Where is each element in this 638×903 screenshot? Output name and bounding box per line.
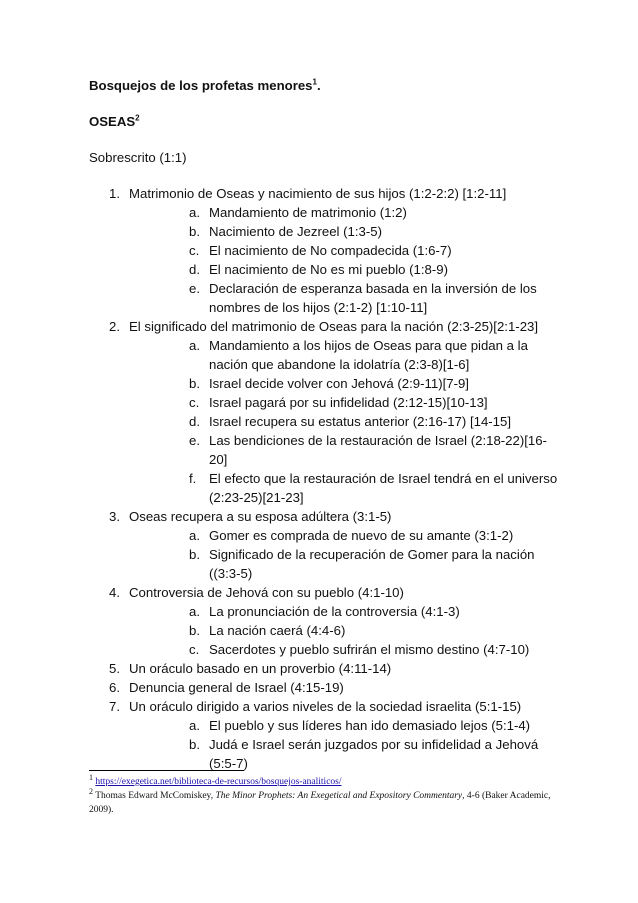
item-text: Oseas recupera a su esposa adúltera (3:1-5) — [129, 509, 392, 524]
sub-item — [129, 640, 559, 659]
sub-item — [129, 393, 559, 412]
sub-item-letter: c. — [189, 243, 200, 258]
sub-item-text: El efecto que la restauración de Israel tendrá en el universo (2:23-25)[21-23] — [209, 471, 558, 505]
document-body — [89, 76, 559, 773]
item-number: 6. — [109, 680, 120, 695]
item-text: Matrimonio de Oseas y nacimiento de sus hijos (1:2-2:2) [1:2-11] — [129, 186, 507, 201]
sub-item — [129, 260, 559, 279]
footnote-2: $^2$ Thomas Edward McComiskey, The Minor Prophets: An Exegetical and Expository Commentary, 4-6 (Baker Academic, 2009). — [89, 786, 551, 815]
outline-item — [89, 184, 559, 317]
sub-item-text: Israel decide volver con Jehová (2:9-11)[7-9] — [209, 376, 469, 391]
outline-item — [89, 317, 559, 507]
sub-item — [129, 545, 559, 583]
sub-item — [129, 469, 559, 507]
sub-item-letter: e. — [189, 433, 200, 448]
sub-item — [129, 602, 559, 621]
sub-item — [129, 374, 559, 393]
footnote-link[interactable]: https://exegetica.net/biblioteca-de-recursos/bosquejos-analiticos/ — [95, 777, 342, 787]
sub-item-letter: a. — [189, 528, 200, 543]
sub-list — [129, 203, 559, 317]
sub-item-letter: a. — [189, 604, 200, 619]
sub-item-letter: a. — [189, 338, 200, 353]
sub-list — [129, 526, 559, 583]
sub-item-letter: e. — [189, 281, 200, 296]
item-number: 3. — [109, 509, 120, 524]
sub-item — [129, 222, 559, 241]
item-number: 2. — [109, 319, 120, 334]
sub-item-text: Nacimiento de Jezreel (1:3-5) — [209, 224, 382, 239]
sub-item-letter: a. — [189, 718, 200, 733]
item-text: El significado del matrimonio de Oseas para la nación (2:3-25)[2:1-23] — [129, 319, 539, 334]
outline-item — [89, 659, 559, 678]
outline-list — [89, 184, 559, 773]
sub-item-text: La nación caerá (4:4-6) — [209, 623, 346, 638]
sub-item-letter: c. — [189, 395, 200, 410]
footnote-ref-2[interactable]: 2 — [135, 113, 140, 123]
sub-item-text: La pronunciación de la controversia (4:1-3) — [209, 604, 460, 619]
sub-item-letter: b. — [189, 623, 200, 638]
sub-item-text: Mandamiento de matrimonio (1:2) — [209, 205, 407, 220]
sub-item — [129, 412, 559, 431]
sub-item-letter: f. — [189, 471, 197, 486]
item-number: 4. — [109, 585, 120, 600]
sub-item-text: Mandamiento a los hijos de Oseas para que pidan a la nación que abandone la idolatría (2:3-8)[1-6] — [209, 338, 528, 372]
sub-item-letter: b. — [189, 376, 200, 391]
outline-item — [89, 678, 559, 697]
footnotes — [89, 772, 559, 817]
sub-item-text: Declaración de esperanza basada en la inversión de los nombres de los hijos (2:1-2) [1:10-11] — [209, 281, 537, 315]
document-title: Bosquejos de los profetas menores$^1$. — [89, 77, 321, 93]
sub-item-letter: c. — [189, 642, 200, 657]
footnote-1: $^1$ https://exegetica.net/biblioteca-de-recursos/bosquejos-analiticos/ — [89, 772, 342, 787]
outline-item — [89, 507, 559, 583]
sub-item-letter: a. — [189, 205, 200, 220]
sub-item-text: Israel pagará por su infidelidad (2:12-15)[10-13] — [209, 395, 488, 410]
sub-item-text: Israel recupera su estatus anterior (2:16-17) [14-15] — [209, 414, 512, 429]
sub-item — [129, 241, 559, 260]
item-text: Un oráculo dirigido a varios niveles de la sociedad israelita (5:1-15) — [129, 699, 522, 714]
sub-item — [129, 431, 559, 469]
sub-item-text: El nacimiento de No compadecida (1:6-7) — [209, 243, 452, 258]
sub-item — [129, 526, 559, 545]
sub-item-text: Gomer es comprada de nuevo de su amante (3:1-2) — [209, 528, 514, 543]
sub-item-letter: b. — [189, 547, 200, 562]
outline-item — [89, 697, 559, 773]
footnote-separator — [89, 770, 244, 771]
sub-item-text: Las bendiciones de la restauración de Israel (2:18-22)[16-20] — [209, 433, 547, 467]
sub-item-text: El nacimiento de No es mi pueblo (1:8-9) — [209, 262, 448, 277]
section-heading: OSEAS$^2$ — [89, 113, 140, 129]
item-number: 5. — [109, 661, 120, 676]
sub-list — [129, 602, 559, 659]
item-number: 7. — [109, 699, 120, 714]
item-text: Controversia de Jehová con su pueblo (4:1-10) — [129, 585, 404, 600]
footnote-book-title: The Minor Prophets: An Exegetical and Expository Commentary — [215, 791, 463, 801]
item-number: 1. — [109, 186, 120, 201]
sub-item-text: Judá e Israel serán juzgados por su infidelidad a Jehová (5:5-7) — [209, 737, 539, 771]
outline-item — [89, 583, 559, 659]
intro-line: Sobrescrito (1:1) — [89, 150, 187, 165]
sub-item-text: El pueblo y sus líderes han ido demasiado lejos (5:1-4) — [209, 718, 531, 733]
sub-item — [129, 279, 559, 317]
sub-item — [129, 203, 559, 222]
sub-list — [129, 336, 559, 507]
sub-item — [129, 716, 559, 735]
sub-item — [129, 735, 559, 773]
item-text: Un oráculo basado en un proverbio (4:11-14) — [129, 661, 392, 676]
sub-item-letter: b. — [189, 737, 200, 752]
sub-item-text: Significado de la recuperación de Gomer para la nación ((3:3-5) — [209, 547, 535, 581]
footnote-ref-1[interactable]: 1 — [312, 77, 317, 87]
sub-item — [129, 621, 559, 640]
sub-item-text: Sacerdotes y pueblo sufrirán el mismo destino (4:7-10) — [209, 642, 530, 657]
sub-item-letter: d. — [189, 262, 200, 277]
sub-list — [129, 716, 559, 773]
sub-item-letter: d. — [189, 414, 200, 429]
sub-item — [129, 336, 559, 374]
sub-item-letter: b. — [189, 224, 200, 239]
item-text: Denuncia general de Israel (4:15-19) — [129, 680, 344, 695]
